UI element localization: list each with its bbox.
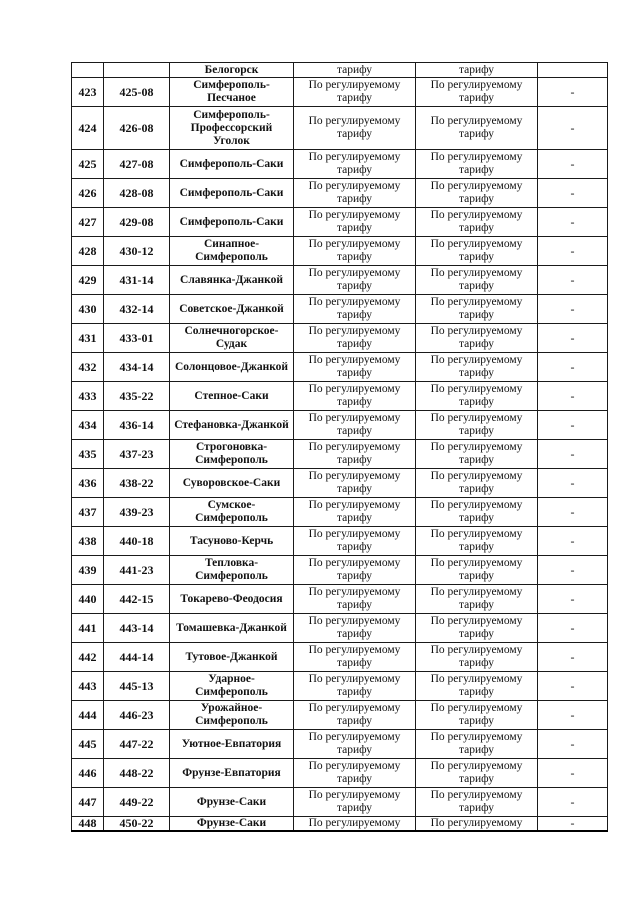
route-code: 444-14 bbox=[104, 643, 170, 672]
tariff-cell: тарифу bbox=[416, 63, 538, 78]
tariff-cell: По регулируемому тарифу bbox=[294, 440, 416, 469]
note-cell: - bbox=[538, 498, 608, 527]
tariff-cell: По регулируемому тарифу bbox=[294, 527, 416, 556]
route-name: Симферополь-Саки bbox=[170, 150, 294, 179]
route-name: Урожайное-Симферополь bbox=[170, 701, 294, 730]
route-name: Сумское-Симферополь bbox=[170, 498, 294, 527]
row-number: 441 bbox=[72, 614, 104, 643]
tariff-cell: По регулируемому тарифу bbox=[416, 643, 538, 672]
tariff-cell: По регулируемому тарифу bbox=[294, 469, 416, 498]
note-cell: - bbox=[538, 585, 608, 614]
note-cell: - bbox=[538, 150, 608, 179]
tariff-cell: По регулируемому тарифу bbox=[294, 759, 416, 788]
route-code: 434-14 bbox=[104, 353, 170, 382]
note-cell: - bbox=[538, 759, 608, 788]
route-name: Тепловка-Симферополь bbox=[170, 556, 294, 585]
route-name: Солонцовое-Джанкой bbox=[170, 353, 294, 382]
tariff-cell: По регулируемому тарифу bbox=[294, 107, 416, 150]
route-code: 435-22 bbox=[104, 382, 170, 411]
table-row bbox=[72, 701, 608, 730]
tariff-cell: По регулируемому тарифу bbox=[294, 498, 416, 527]
table-row bbox=[72, 672, 608, 701]
tariff-cell: По регулируемому тарифу bbox=[416, 498, 538, 527]
route-code: 429-08 bbox=[104, 208, 170, 237]
route-name: Ударное-Симферополь bbox=[170, 672, 294, 701]
note-cell: - bbox=[538, 382, 608, 411]
route-name: Фрунзе-Евпатория bbox=[170, 759, 294, 788]
route-code: 438-22 bbox=[104, 469, 170, 498]
row-number: 424 bbox=[72, 107, 104, 150]
tariff-cell: По регулируемому тарифу bbox=[416, 556, 538, 585]
route-code: 443-14 bbox=[104, 614, 170, 643]
row-number: 439 bbox=[72, 556, 104, 585]
tariff-cell: По регулируемому тарифу bbox=[416, 237, 538, 266]
row-number: 440 bbox=[72, 585, 104, 614]
row-number: 423 bbox=[72, 78, 104, 107]
route-name: Томашевка-Джанкой bbox=[170, 614, 294, 643]
tariff-cell: По регулируемому тарифу bbox=[294, 382, 416, 411]
note-cell: - bbox=[538, 527, 608, 556]
table-row bbox=[72, 295, 608, 324]
note-cell: - bbox=[538, 107, 608, 150]
row-number: 427 bbox=[72, 208, 104, 237]
route-code: 450-22 bbox=[104, 817, 170, 832]
note-cell: - bbox=[538, 701, 608, 730]
route-name: Фрунзе-Саки bbox=[170, 817, 294, 832]
row-number: 437 bbox=[72, 498, 104, 527]
tariff-cell: По регулируемому bbox=[416, 817, 538, 832]
table-row bbox=[72, 63, 608, 78]
route-name: Симферополь-Профессорский Уголок bbox=[170, 107, 294, 150]
tariff-cell: По регулируемому тарифу bbox=[294, 643, 416, 672]
route-code: 436-14 bbox=[104, 411, 170, 440]
table-row bbox=[72, 643, 608, 672]
tariff-cell: По регулируемому тарифу bbox=[294, 324, 416, 353]
table-row bbox=[72, 469, 608, 498]
row-number: 445 bbox=[72, 730, 104, 759]
route-name: Фрунзе-Саки bbox=[170, 788, 294, 817]
routes-table bbox=[71, 62, 608, 832]
table-row bbox=[72, 208, 608, 237]
note-cell: - bbox=[538, 643, 608, 672]
tariff-cell: По регулируемому тарифу bbox=[416, 353, 538, 382]
row-number: 435 bbox=[72, 440, 104, 469]
tariff-cell: По регулируемому тарифу bbox=[294, 614, 416, 643]
route-name: Уютное-Евпатория bbox=[170, 730, 294, 759]
tariff-cell: По регулируемому тарифу bbox=[416, 411, 538, 440]
route-code: 440-18 bbox=[104, 527, 170, 556]
tariff-cell: По регулируемому тарифу bbox=[416, 208, 538, 237]
table-row bbox=[72, 817, 608, 832]
tariff-cell: По регулируемому тарифу bbox=[416, 730, 538, 759]
tariff-cell: По регулируемому тарифу bbox=[294, 585, 416, 614]
tariff-cell: По регулируемому тарифу bbox=[294, 266, 416, 295]
tariff-cell: По регулируемому тарифу bbox=[416, 107, 538, 150]
note-cell: - bbox=[538, 788, 608, 817]
note-cell: - bbox=[538, 730, 608, 759]
tariff-cell: По регулируемому тарифу bbox=[416, 440, 538, 469]
note-cell: - bbox=[538, 208, 608, 237]
note-cell: - bbox=[538, 78, 608, 107]
tariff-cell: По регулируемому тарифу bbox=[416, 469, 538, 498]
tariff-cell: По регулируемому тарифу bbox=[294, 237, 416, 266]
table-row bbox=[72, 411, 608, 440]
row-number: 426 bbox=[72, 179, 104, 208]
table-row bbox=[72, 585, 608, 614]
route-name: Степное-Саки bbox=[170, 382, 294, 411]
tariff-cell: По регулируемому тарифу bbox=[416, 179, 538, 208]
tariff-cell: По регулируемому тарифу bbox=[416, 672, 538, 701]
route-name: Симферополь-Саки bbox=[170, 179, 294, 208]
route-code: 426-08 bbox=[104, 107, 170, 150]
row-number: 433 bbox=[72, 382, 104, 411]
route-code: 437-23 bbox=[104, 440, 170, 469]
note-cell bbox=[538, 63, 608, 78]
table-row bbox=[72, 614, 608, 643]
tariff-cell: По регулируемому тарифу bbox=[294, 208, 416, 237]
table-row bbox=[72, 498, 608, 527]
tariff-cell: По регулируемому тарифу bbox=[416, 295, 538, 324]
table-row bbox=[72, 788, 608, 817]
route-name: Тутовое-Джанкой bbox=[170, 643, 294, 672]
tariff-cell: По регулируемому тарифу bbox=[294, 150, 416, 179]
tariff-cell: По регулируемому тарифу bbox=[294, 179, 416, 208]
route-name: Славянка-Джанкой bbox=[170, 266, 294, 295]
note-cell: - bbox=[538, 440, 608, 469]
tariff-cell: По регулируемому тарифу bbox=[294, 788, 416, 817]
table-row bbox=[72, 527, 608, 556]
route-name: Симферополь-Саки bbox=[170, 208, 294, 237]
table-row bbox=[72, 556, 608, 585]
table-row bbox=[72, 107, 608, 150]
tariff-cell: тарифу bbox=[294, 63, 416, 78]
row-number: 443 bbox=[72, 672, 104, 701]
tariff-cell: По регулируемому тарифу bbox=[294, 730, 416, 759]
route-code: 428-08 bbox=[104, 179, 170, 208]
tariff-cell: По регулируемому тарифу bbox=[416, 382, 538, 411]
tariff-cell: По регулируемому тарифу bbox=[294, 672, 416, 701]
route-name: Строгоновка-Симферополь bbox=[170, 440, 294, 469]
tariff-cell: По регулируемому тарифу bbox=[294, 701, 416, 730]
tariff-cell: По регулируемому bbox=[294, 817, 416, 832]
route-code: 432-14 bbox=[104, 295, 170, 324]
table-row bbox=[72, 440, 608, 469]
route-code: 430-12 bbox=[104, 237, 170, 266]
tariff-cell: По регулируемому тарифу bbox=[416, 585, 538, 614]
route-code: 442-15 bbox=[104, 585, 170, 614]
route-name: Токарево-Феодосия bbox=[170, 585, 294, 614]
note-cell: - bbox=[538, 556, 608, 585]
row-number: 434 bbox=[72, 411, 104, 440]
route-code: 448-22 bbox=[104, 759, 170, 788]
route-code: 445-13 bbox=[104, 672, 170, 701]
note-cell: - bbox=[538, 179, 608, 208]
route-code: 441-23 bbox=[104, 556, 170, 585]
route-code: 439-23 bbox=[104, 498, 170, 527]
row-number: 425 bbox=[72, 150, 104, 179]
route-code: 431-14 bbox=[104, 266, 170, 295]
table-row bbox=[72, 759, 608, 788]
row-number: 431 bbox=[72, 324, 104, 353]
route-name: Стефановка-Джанкой bbox=[170, 411, 294, 440]
row-number: 438 bbox=[72, 527, 104, 556]
note-cell: - bbox=[538, 672, 608, 701]
tariff-cell: По регулируемому тарифу bbox=[294, 78, 416, 107]
note-cell: - bbox=[538, 353, 608, 382]
note-cell: - bbox=[538, 324, 608, 353]
tariff-cell: По регулируемому тарифу bbox=[294, 556, 416, 585]
table-row bbox=[72, 730, 608, 759]
row-number: 447 bbox=[72, 788, 104, 817]
tariff-cell: По регулируемому тарифу bbox=[416, 701, 538, 730]
tariff-cell: По регулируемому тарифу bbox=[416, 266, 538, 295]
route-code: 427-08 bbox=[104, 150, 170, 179]
route-code: 447-22 bbox=[104, 730, 170, 759]
row-number: 442 bbox=[72, 643, 104, 672]
tariff-cell: По регулируемому тарифу bbox=[416, 614, 538, 643]
route-code: 449-22 bbox=[104, 788, 170, 817]
tariff-cell: По регулируемому тарифу bbox=[416, 788, 538, 817]
row-number: 428 bbox=[72, 237, 104, 266]
row-number: 430 bbox=[72, 295, 104, 324]
note-cell: - bbox=[538, 266, 608, 295]
table-row bbox=[72, 150, 608, 179]
route-code bbox=[104, 63, 170, 78]
table-row bbox=[72, 324, 608, 353]
row-number: 446 bbox=[72, 759, 104, 788]
note-cell: - bbox=[538, 411, 608, 440]
row-number bbox=[72, 63, 104, 78]
route-code: 433-01 bbox=[104, 324, 170, 353]
note-cell: - bbox=[538, 295, 608, 324]
route-name: Синапное-Симферополь bbox=[170, 237, 294, 266]
route-code: 446-23 bbox=[104, 701, 170, 730]
row-number: 429 bbox=[72, 266, 104, 295]
note-cell: - bbox=[538, 469, 608, 498]
tariff-cell: По регулируемому тарифу bbox=[294, 411, 416, 440]
tariff-cell: По регулируемому тарифу bbox=[294, 295, 416, 324]
route-name: Солнечногорское-Судак bbox=[170, 324, 294, 353]
tariff-cell: По регулируемому тарифу bbox=[416, 150, 538, 179]
tariff-cell: По регулируемому тарифу bbox=[416, 324, 538, 353]
tariff-cell: По регулируемому тарифу bbox=[294, 353, 416, 382]
tariff-cell: По регулируемому тарифу bbox=[416, 527, 538, 556]
table-row bbox=[72, 179, 608, 208]
routes-table-body bbox=[72, 63, 608, 832]
route-name: Советское-Джанкой bbox=[170, 295, 294, 324]
row-number: 436 bbox=[72, 469, 104, 498]
tariff-cell: По регулируемому тарифу bbox=[416, 759, 538, 788]
note-cell: - bbox=[538, 817, 608, 832]
note-cell: - bbox=[538, 614, 608, 643]
table-row bbox=[72, 78, 608, 107]
row-number: 444 bbox=[72, 701, 104, 730]
note-cell: - bbox=[538, 237, 608, 266]
route-name: Симферополь-Песчаное bbox=[170, 78, 294, 107]
row-number: 448 bbox=[72, 817, 104, 832]
route-name: Белогорск bbox=[170, 63, 294, 78]
tariff-cell: По регулируемому тарифу bbox=[416, 78, 538, 107]
table-row bbox=[72, 237, 608, 266]
row-number: 432 bbox=[72, 353, 104, 382]
table-row bbox=[72, 266, 608, 295]
route-name: Тасуново-Керчь bbox=[170, 527, 294, 556]
route-code: 425-08 bbox=[104, 78, 170, 107]
table-row bbox=[72, 382, 608, 411]
route-name: Суворовское-Саки bbox=[170, 469, 294, 498]
table-row bbox=[72, 353, 608, 382]
